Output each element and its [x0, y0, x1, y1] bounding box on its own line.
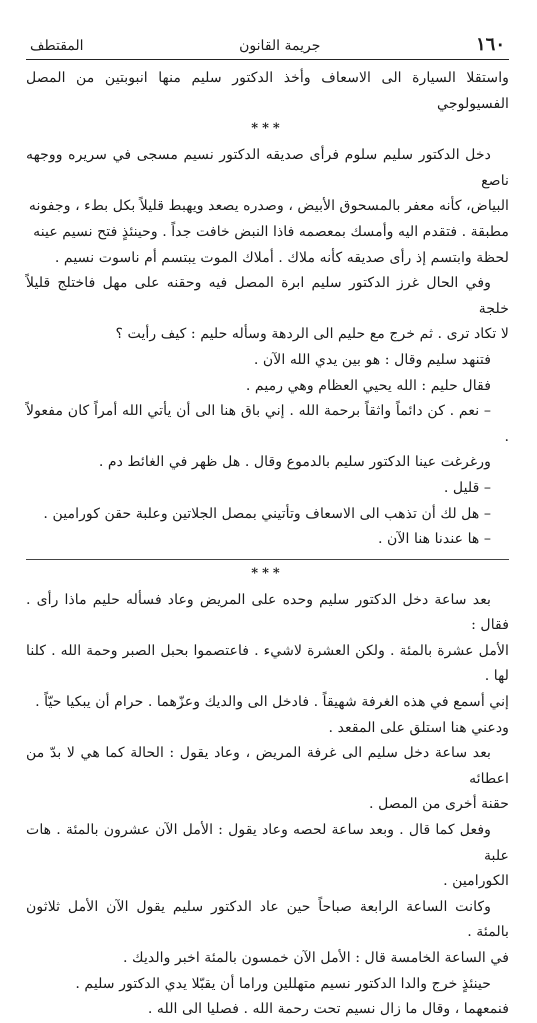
text-line: – نعم . كن دائماً واثقاً برحمة الله . إني باق هنا الى أن يأتي الله أمراً كان مفعولاً . [26, 403, 509, 445]
text-line: – قليل . [443, 479, 491, 496]
section-separator: *** [251, 121, 284, 137]
text-line: ورغرغت عينا الدكتور سليم بالدموع وقال . هل ظهر في الغائط دم . [98, 454, 491, 471]
text-line: واستقلا السيارة الى الاسعاف وأخذ الدكتور سليم منها انبوبتين من المصل الفسيولوجي [26, 70, 509, 112]
text-line: البياض، كأنه معفر بالمسحوق الأبيض ، وصدره يصعد ويهبط قليلاً بكل بطء ، وجفونه [28, 198, 509, 215]
text-line: في الساعة الخامسة قال : الأمل الآن خمسون بالمئة اخبر والديك . [122, 950, 509, 966]
text-line: دخل الدكتور سليم سلوم فرأى صديقه الدكتور نسيم مسجى في سريره ووجهه ناصع [26, 147, 509, 189]
page-header [26, 34, 509, 60]
text-line: حينئذٍ خرج والدا الدكتور نسيم متهللين وراما أن يقبّلا يدي الدكتور سليم . [75, 975, 491, 992]
text-line: مطبقة . فتقدم اليه وأمسك بمعصمه فاذا النبض خافت جداً . وحينئذٍ فتح نسيم عينه [33, 223, 509, 240]
text-line: بعد ساعة دخل الدكتور سليم وحده على المريض وعاد فسأله حليم ماذا رأى . فقال : [26, 591, 509, 634]
text-line: وكانت الساعة الرابعة صباحاً حين عاد الدكتور سليم يقول الآن الأمل ثلاثون بالمئة . [26, 898, 509, 941]
text-line: فتنهد سليم وقال : هو بين يدي الله الآن . [253, 351, 491, 368]
text-line: فنمعهما ، وقال ما زال نسيم تحت رحمة الله . فصليا الى الله . [147, 1001, 509, 1018]
magazine-name: المقتطف [30, 38, 84, 54]
text-line: وفعل كما قال . وبعد ساعة لحصه وعاد يقول : الأمل الآن عشرون بالمئة . هات علبة [26, 822, 509, 864]
text-line: – هل لك أن تذهب الى الاسعاف وتأتيني بمصل الجلاتين وعلبة حقن كورامين . [43, 505, 491, 522]
text-line: لحظة وابتسم إذ رأى صديقه كأنه ملاك . أملاك الموت يبتسم أم ناسوت نسيم . [54, 249, 509, 266]
text-line: ودعني هنا استلق على المقعد . [328, 719, 509, 736]
running-title: جريمة القانون [239, 38, 321, 54]
text-line: – ها عندنا هنا الآن . [378, 531, 491, 548]
article-body [26, 66, 509, 1023]
divider [26, 559, 509, 560]
text-line: وفي الحال غرز الدكتور سليم ابرة المصل فيه وحقنه على مهل فاختلج قليلاً خلجة [26, 275, 509, 317]
text-line: حقنة أخرى من المصل . [369, 796, 509, 813]
text-line: لا تكاد ترى . ثم خرج مع حليم الى الردهة وسأله حليم : كيف رأيت ؟ [115, 326, 509, 343]
page-number: ١٦٠ [475, 34, 505, 55]
text-line: إني أسمع في هذه الغرفة شهيقاً . فادخل الى والديك وعزّهما . حرام أن يبكيا حيّاً . [35, 694, 509, 711]
text-line: فقال حليم : الله يحيي العظام وهي رميم . [245, 377, 491, 394]
text-line: الكورامين . [443, 873, 509, 890]
text-line: الأمل عشرة بالمئة . ولكن العشرة لاشيء . فاعتصموا بحبل الصبر وحمة الله . كلنا لها . [26, 642, 509, 685]
text-line: بعد ساعة دخل سليم الى غرفة المريض ، وعاد يقول : الحالة كما هي لا بدّ من اعطائه [26, 745, 509, 787]
section-separator: *** [251, 565, 284, 581]
